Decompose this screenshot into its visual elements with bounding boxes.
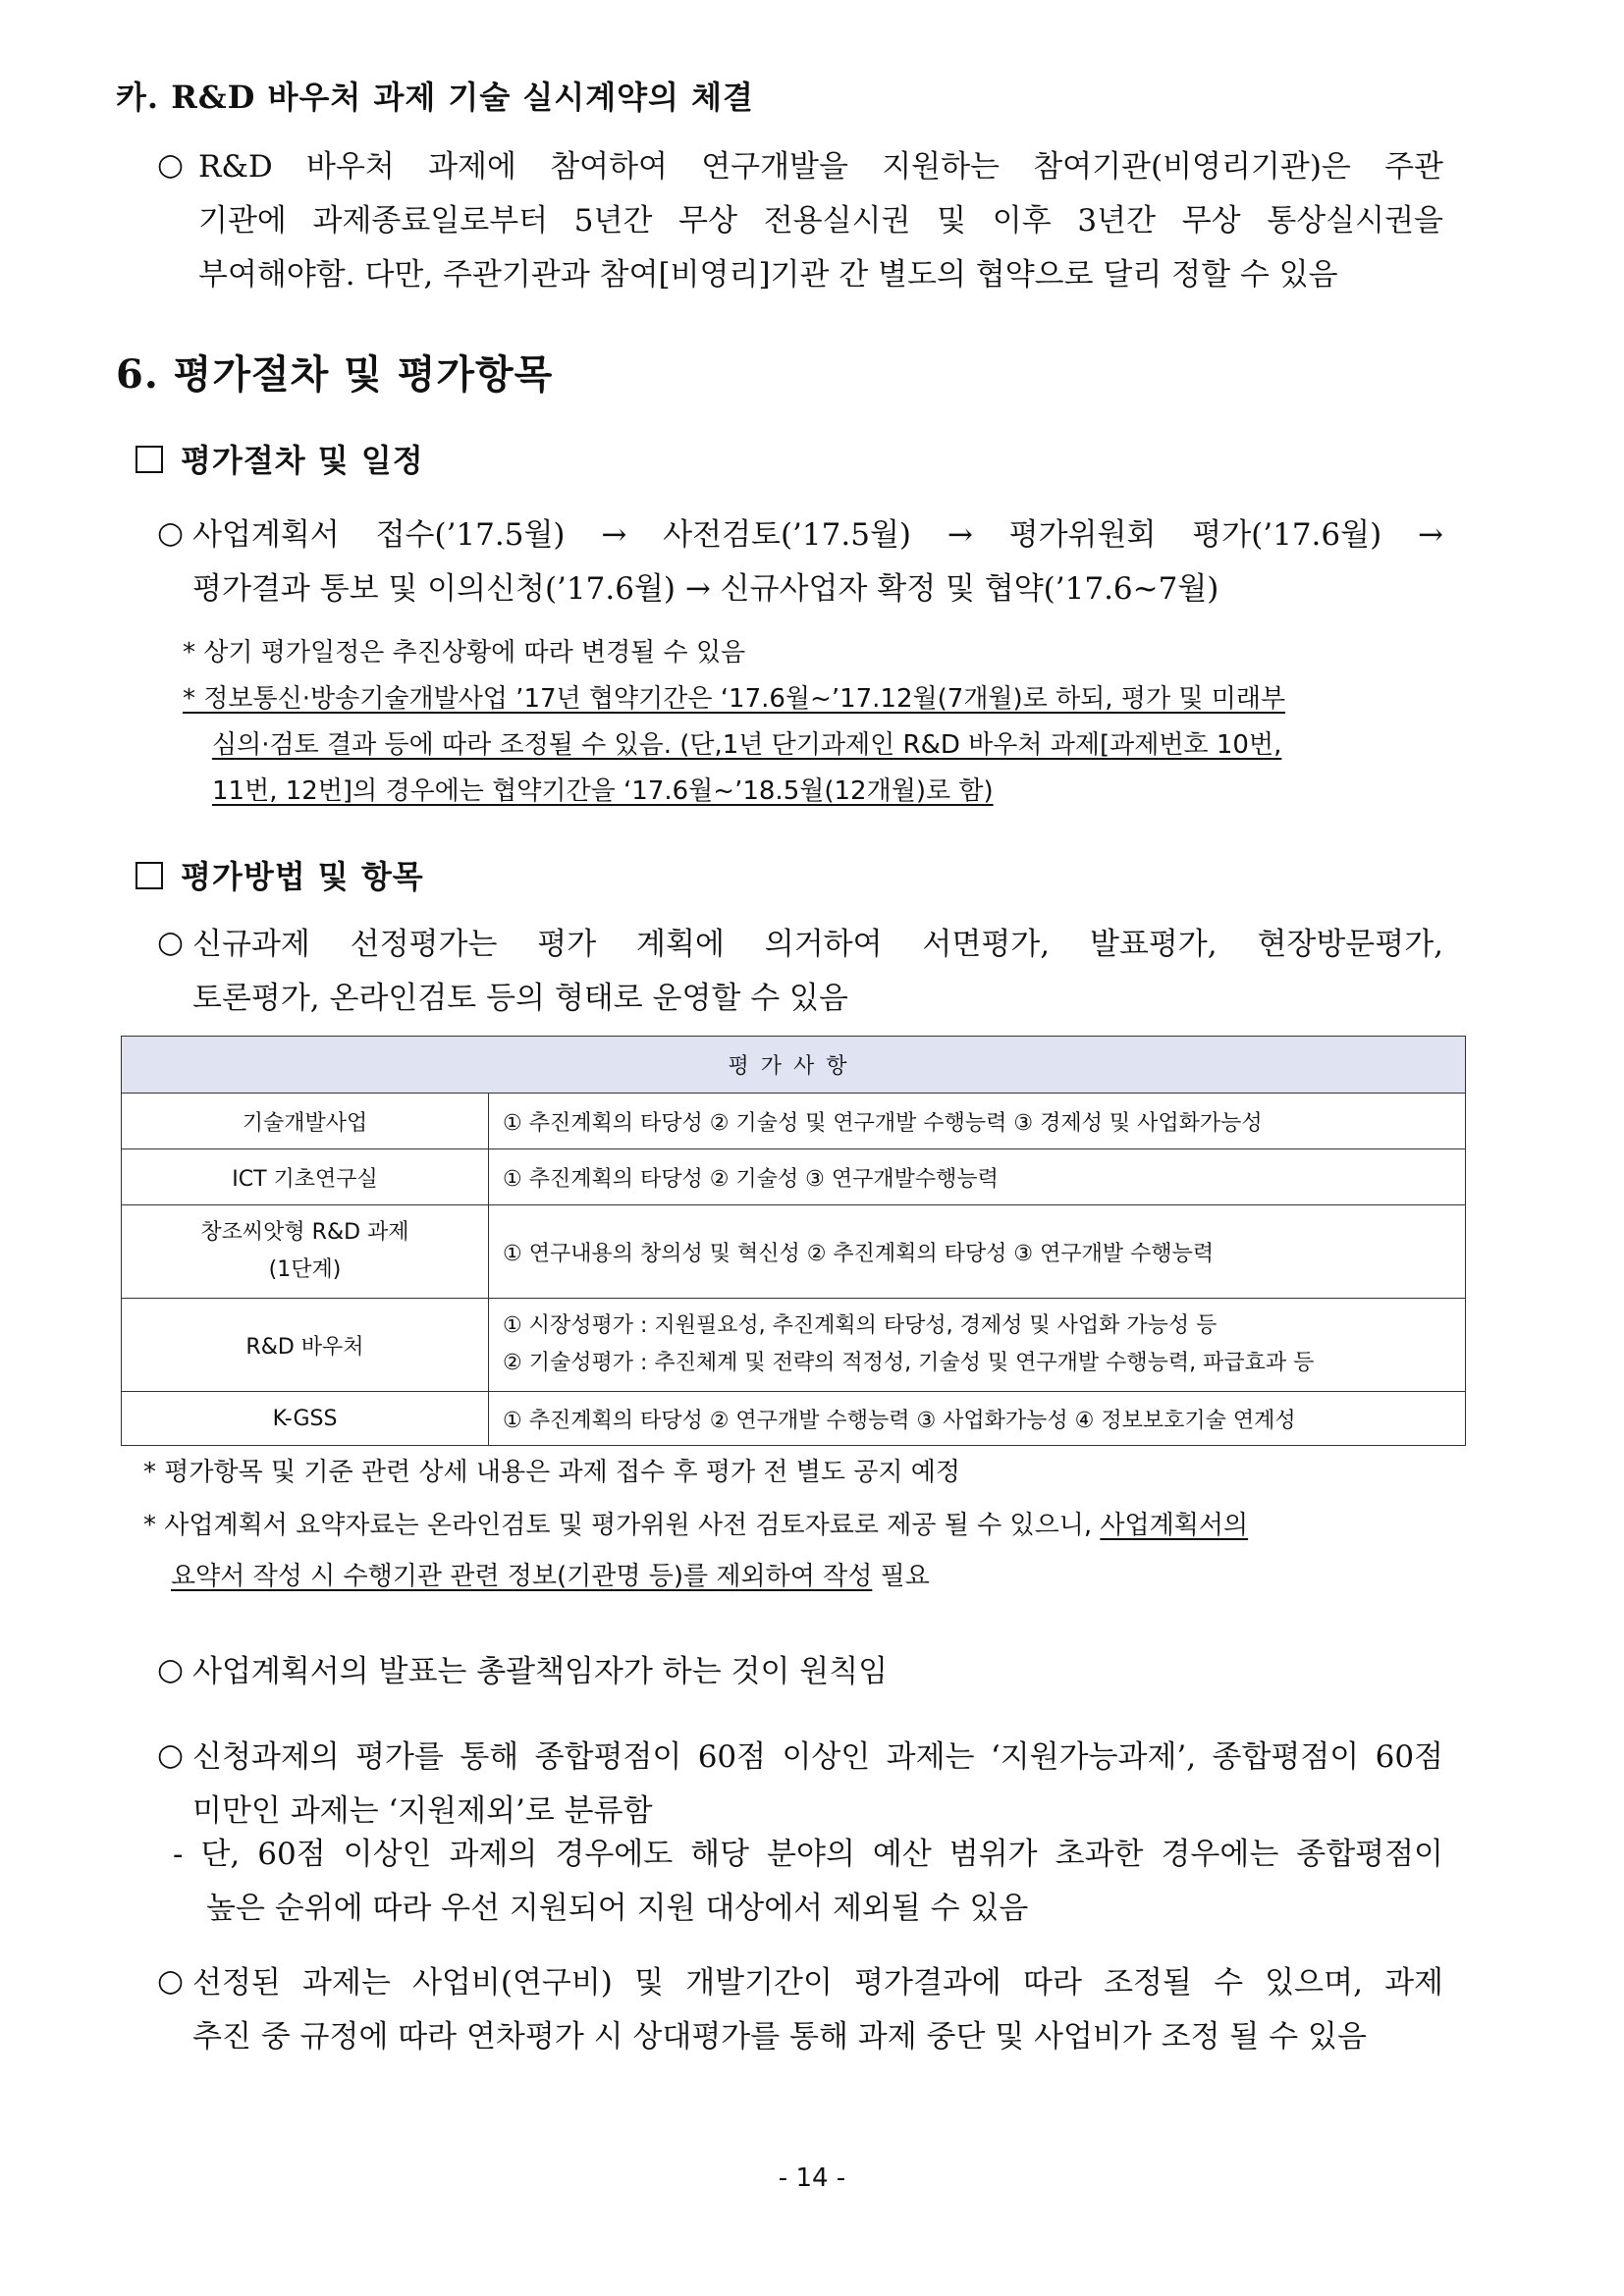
paragraph-line: 높은 순위에 따라 우선 지원되어 지원 대상에서 제외될 수 있음	[206, 1891, 1029, 1926]
procedure-paragraph	[192, 508, 1443, 616]
paragraph-line: - 단, 60점 이상인 과제의 경우에도 해당 분야의 예산 범위가 초과한 경우에는 종합평점이	[173, 1837, 1443, 1872]
procedure-heading-text: 평가절차 및 일정	[181, 442, 424, 479]
paragraph-line: 부여해야함. 다만, 주관기관과 참여[비영리]기관 간 별도의 협약으로 달리 정할 수 있음	[198, 257, 1338, 293]
table-description: ① 추진계획의 타당성 ② 기술성 ③ 연구개발수행능력	[489, 1149, 1466, 1205]
note-line: * 상기 평가일정은 추진상황에 따라 변경될 수 있음	[183, 638, 746, 667]
note-underlined-text: 사업계획서의	[1100, 1511, 1249, 1540]
procedure-note	[183, 630, 745, 676]
paragraph-line: 토론평가, 온라인검토 등의 형태로 운영할 수 있음	[192, 981, 848, 1016]
table-description-line: ① 시장성평가 : 지원필요성, 추진계획의 타당성, 경제성 및 사업화 가능성 등	[503, 1313, 1218, 1338]
page-number: - 14 -	[778, 2163, 846, 2193]
note-line: 11번, 12번]의 경우에는 협약기간을 ‘17.6월~’18.5월(12개월)로 함)	[212, 776, 994, 806]
note-line	[143, 1551, 1449, 1602]
table-row	[122, 1392, 1466, 1446]
evaluation-table	[121, 1036, 1466, 1446]
subsection-paragraph	[198, 140, 1443, 302]
bullet-circle: ○	[157, 1652, 185, 1687]
method-heading-text: 평가방법 및 항목	[181, 858, 424, 895]
paragraph-line: R&D 바우처 과제에 참여하여 연구개발을 지원하는 참여기관(비영리기관)은 주관	[198, 149, 1443, 185]
note-line: 심의·검토 결과 등에 따라 조정될 수 있음. (단,1년 단기과제인 R&D 바우처 과제[과제번호 10번,	[212, 730, 1282, 760]
table-description: ① 추진계획의 타당성 ② 연구개발 수행능력 ③ 사업화가능성 ④ 정보보호기술 연계성	[489, 1392, 1466, 1446]
table-category: ICT 기초연구실	[122, 1149, 489, 1205]
paragraph-line: 미만인 과제는 ‘지원제외’로 분류함	[192, 1793, 653, 1829]
checkbox-square-icon	[135, 862, 163, 889]
table-header: 평가사항	[122, 1037, 1466, 1094]
adjustment-paragraph	[192, 1956, 1443, 2064]
note-text: 필요	[872, 1562, 930, 1591]
table-category: R&D 바우처	[122, 1299, 489, 1392]
bullet-circle: ○	[157, 515, 185, 551]
subsection-title: 카. R&D 바우처 과제 기술 실시계약의 체결	[116, 79, 754, 116]
classification-paragraph	[192, 1731, 1443, 1839]
paragraph-line: 신규과제 선정평가는 평가 계획에 의거하여 서면평가, 발표평가, 현장방문평가,	[192, 927, 1443, 962]
presentation-paragraph	[192, 1645, 888, 1699]
paragraph-line: 신청과제의 평가를 통해 종합평점이 60점 이상인 과제는 ‘지원가능과제’, 종합평점이 60점	[192, 1739, 1443, 1775]
note-line	[143, 1500, 1449, 1551]
paragraph-line: 사업계획서 접수(’17.5월) → 사전검토(’17.5월) → 평가위원회 평가(’17.6월) →	[192, 517, 1443, 553]
note-line: * 정보통신·방송기술개발사업 ’17년 협약기간은 ‘17.6월~’17.12월(7개월)로 하되, 평가 및 미래부	[183, 684, 1286, 714]
paragraph-line: 추진 중 규정에 따라 연차평가 시 상대평가를 통해 과제 중단 및 사업비가 조정 될 수 있음	[192, 2019, 1367, 2055]
table-category: K-GSS	[122, 1392, 489, 1446]
paragraph-line: 선정된 과제는 사업비(연구비) 및 개발기간이 평가결과에 따라 조정될 수 있으며, 과제	[192, 1965, 1443, 2001]
method-heading	[135, 852, 424, 897]
checkbox-square-icon	[135, 446, 163, 473]
table-description: ① 연구내용의 창의성 및 혁신성 ② 추진계획의 타당성 ③ 연구개발 수행능력	[489, 1205, 1466, 1299]
paragraph-line: 기관에 과제종료일로부터 5년간 무상 전용실시권 및 이후 3년간 무상 통상실시권을	[198, 203, 1443, 239]
bullet-circle: ○	[157, 147, 185, 183]
table-row	[122, 1149, 1466, 1205]
section-title: 6. 평가절차 및 평가항목	[116, 351, 554, 398]
method-paragraph	[192, 918, 1443, 1026]
table-description: ① 추진계획의 타당성 ② 기술성 및 연구개발 수행능력 ③ 경제성 및 사업화가능성	[489, 1094, 1466, 1149]
procedure-heading	[135, 436, 424, 481]
table-description-line: ② 기술성평가 : 추진체계 및 전략의 적정성, 기술성 및 연구개발 수행능력, 파급효과 등	[503, 1351, 1315, 1375]
procedure-note-agreement	[183, 676, 1449, 815]
table-row	[122, 1094, 1466, 1149]
table-description	[489, 1299, 1466, 1392]
table-category: 창조씨앗형 R&D 과제 (1단계)	[122, 1205, 489, 1299]
exception-paragraph	[173, 1828, 1443, 1936]
table-note-summary	[143, 1500, 1449, 1602]
table-row	[122, 1299, 1466, 1392]
note-text: * 사업계획서 요약자료는 온라인검토 및 평가위원 사전 검토자료로 제공 될 수 있으니,	[143, 1511, 1101, 1540]
bullet-circle: ○	[157, 1963, 185, 1999]
table-note	[143, 1450, 960, 1496]
bullet-circle: ○	[157, 1737, 185, 1773]
table-category: 기술개발사업	[122, 1094, 489, 1149]
paragraph-line: 평가결과 통보 및 이의신청(’17.6월) → 신규사업자 확정 및 협약(’17.6~7월)	[192, 571, 1219, 607]
paragraph-line: 사업계획서의 발표는 총괄책임자가 하는 것이 원칙임	[192, 1654, 889, 1689]
bullet-circle: ○	[157, 925, 185, 960]
note-line: * 평가항목 및 기준 관련 상세 내용은 과제 접수 후 평가 전 별도 공지 예정	[143, 1458, 960, 1487]
table-row	[122, 1205, 1466, 1299]
note-underlined-text: 요약서 작성 시 수행기관 관련 정보(기관명 등)를 제외하여 작성	[171, 1562, 873, 1591]
